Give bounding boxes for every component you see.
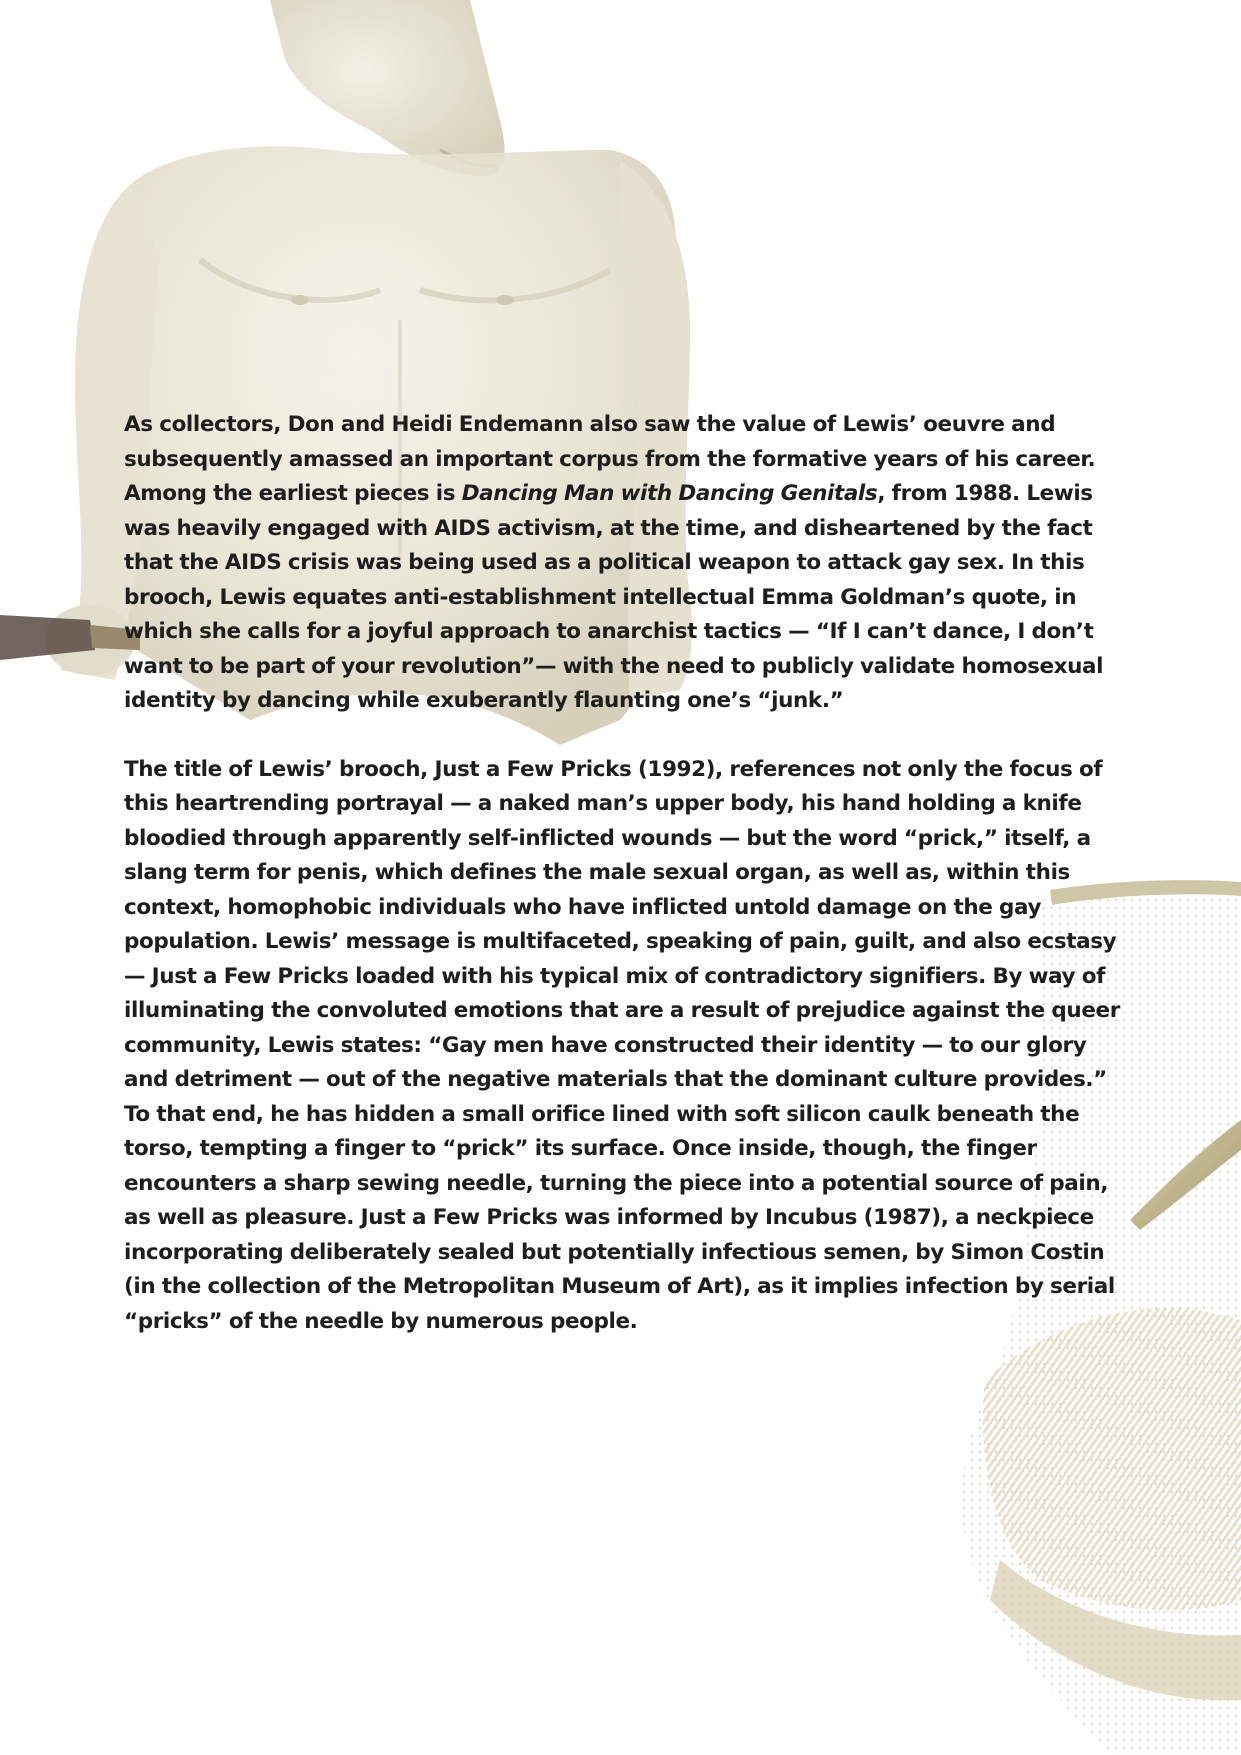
paragraph-just-a-few-pricks: The title of Lewis’ brooch, Just a Few Pricks (1992), references not only the focus of this heartrending portrayal — a naked man’s upper body, his hand holding a knife bloodied through apparently self-inflicted wounds — but the word “prick,” itself, a slang term for penis, which defines the male sexual organ, as well as, within this context, homophobic individuals who have inflicted untold damage on the gay population. Lewis’ message is multifaceted, speaking of pain, guilt, and also ecstasy — Just a Few Pricks loaded with his typical mix of contradictory signifiers. By way of illuminating the convoluted emotions that are a result of prejudice against the queer community, Lewis states: “Gay men have constructed their identity — to our glory and detriment — out of the negative materials that the dominant culture provides.” To that end, he has hidden a small orifice lined with soft silicon caulk beneath the torso, tempting a finger to “prick” its surface. Once inside, though, the finger encounters a sharp sewing needle, turning the piece into a potential source of pain, as well as pleasure. Just a Few Pricks was informed by Incubus (1987), a neckpiece incorporating deliberately sealed but potentially infectious semen, by Simon Costin (in the collection of the Metropolitan Museum of Art), as it implies infection by serial “pricks” of the needle by numerous people. xyxy=(124,756,1120,1334)
article-body xyxy=(124,408,1124,1339)
paragraph-1-intro: As collectors, Don and Heidi Endemann also saw the value of Lewis’ oeuvre and subsequently amassed an important corpus from the formative years of his career. Among the earliest pieces is xyxy=(124,412,1096,506)
paragraph-1-rest: , from 1988. Lewis was heavily engaged with AIDS activism, at the time, and disheartened by the fact that the AIDS crisis was being used as a political weapon to attack gay sex. In this brooch, Lewis equates anti-establishment intellectual Emma Goldman’s quote, in which she calls for a joyful approach to anarchist tactics — “If I can’t dance, I don’t want to be part of your revolution”— with the need to publicly validate homosexual identity by dancing while exuberantly flaunting one’s “junk.” xyxy=(124,481,1104,713)
paragraph-dancing-man xyxy=(124,408,1124,719)
artwork-title-italic: Dancing Man with Dancing Genitals xyxy=(461,481,878,506)
